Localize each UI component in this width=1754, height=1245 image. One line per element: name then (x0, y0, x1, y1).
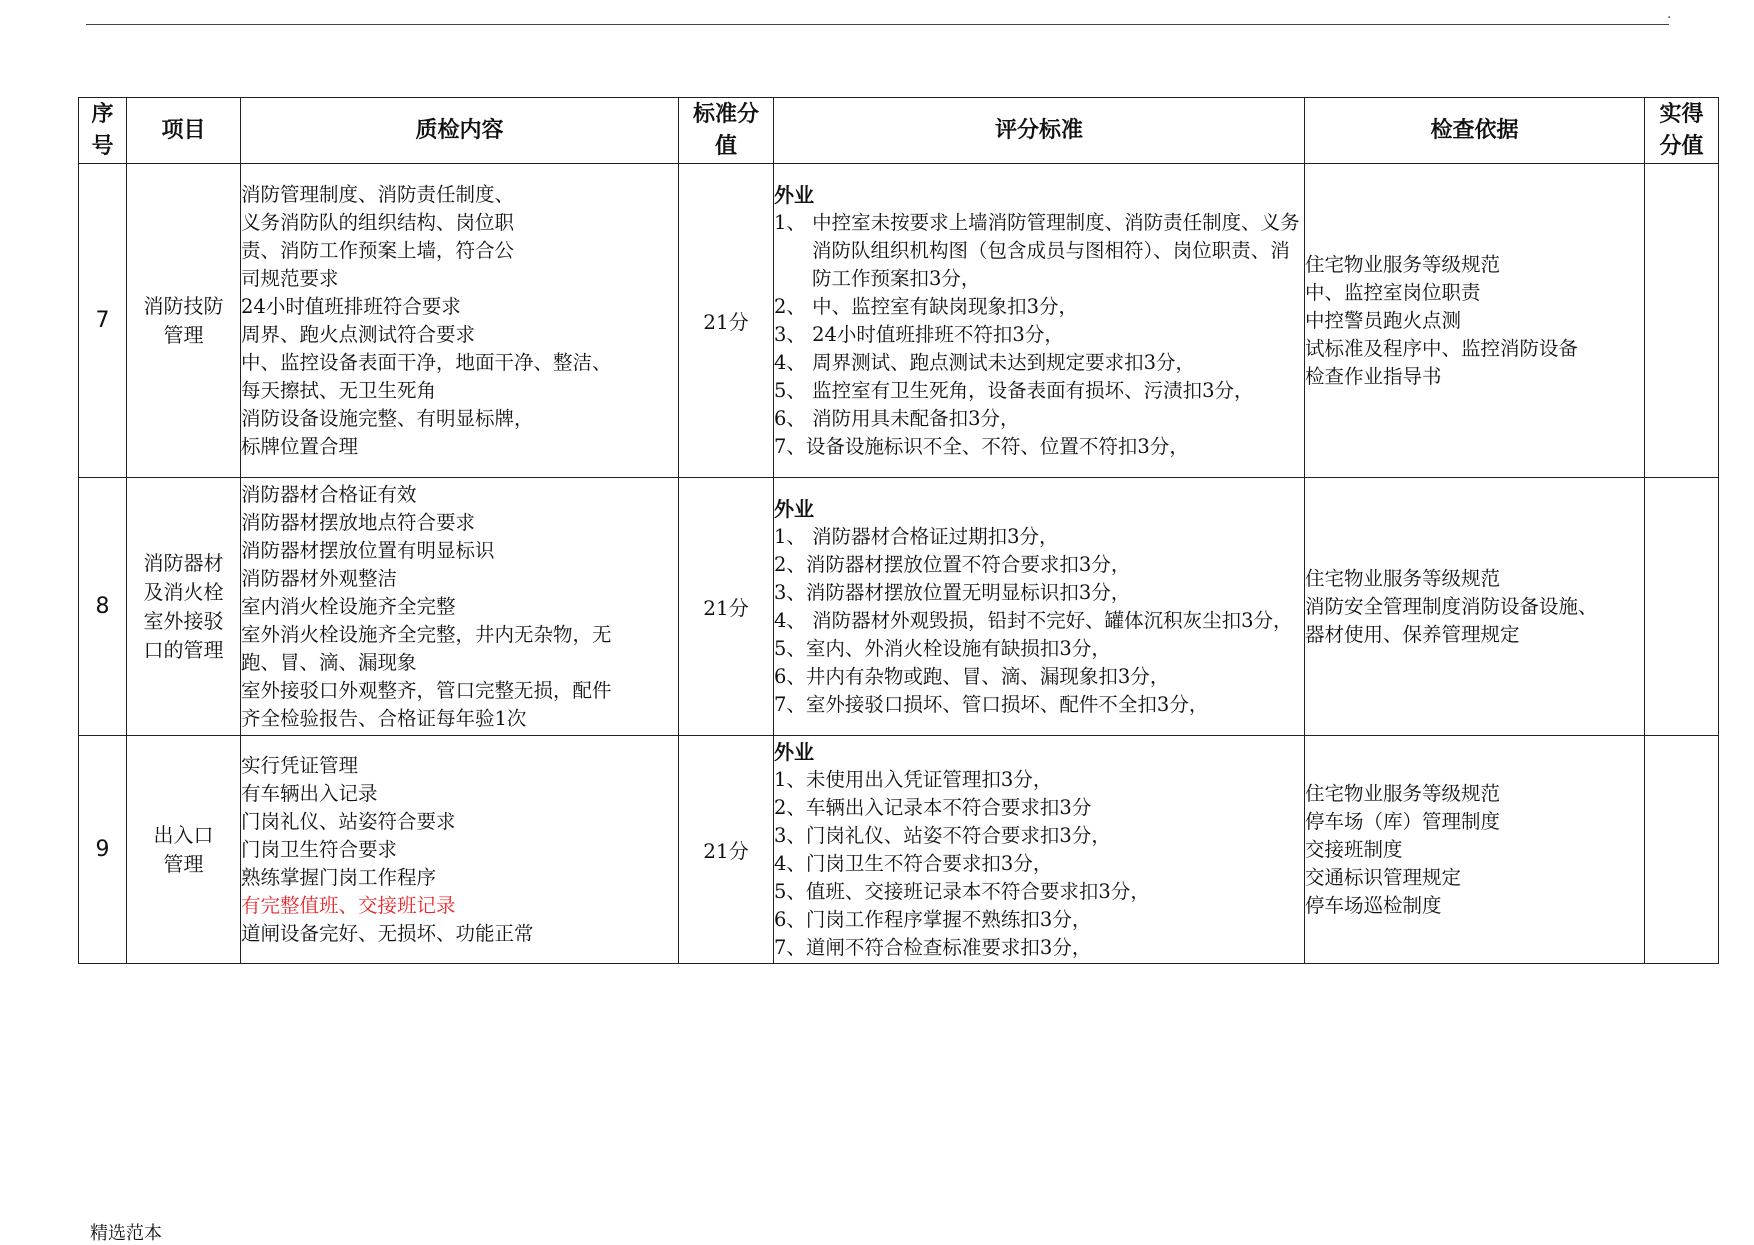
criteria-item: 4、门岗卫生不符合要求扣3分， (774, 851, 1053, 875)
content-line: 消防设备设施完整、有明显标牌， (241, 406, 534, 430)
row-content (241, 478, 679, 736)
basis-line: 停车场（库）管理制度 (1305, 809, 1501, 833)
criteria-item: 2、 中、监控室有缺岗现象扣3分， (774, 294, 1079, 318)
content-line: 实行凭证管理 (241, 753, 359, 777)
basis-line: 中控警员跑火点测 (1305, 308, 1462, 332)
row-standard-score: 21分 (679, 164, 774, 478)
project-line: 口的管理 (143, 637, 224, 662)
row-criteria (774, 478, 1305, 736)
header-no: 序号 (79, 98, 127, 164)
criteria-item: 3、消防器材摆放位置无明显标识扣3分， (774, 580, 1131, 604)
content-line: 24小时值班排班符合要求 (241, 294, 461, 318)
criteria-heading: 外业 (774, 182, 814, 207)
row-criteria (774, 736, 1305, 964)
basis-line: 器材使用、保养管理规定 (1305, 622, 1520, 646)
criteria-item: 4、 消防器材外观毁损，铅封不完好、罐体沉积灰尘扣3分， (774, 608, 1293, 632)
basis-line: 交通标识管理规定 (1305, 865, 1462, 889)
content-line: 周界、跑火点测试符合要求 (241, 322, 476, 346)
criteria-item: 5、 监控室有卫生死角，设备表面有损坏、污渍扣3分， (774, 378, 1254, 402)
content-line: 门岗卫生符合要求 (241, 837, 398, 861)
header-score: 标准分值 (679, 98, 774, 164)
row-criteria (774, 164, 1305, 478)
criteria-item: 2、车辆出入记录本不符合要求扣3分 (774, 795, 1092, 819)
criteria-heading: 外业 (774, 496, 814, 521)
content-line: 消防器材外观整洁 (241, 566, 398, 590)
header-rule (86, 24, 1669, 25)
row-standard-score: 21分 (679, 478, 774, 736)
footer-label: 精选范本 (90, 1223, 162, 1244)
row-actual-score (1645, 736, 1719, 964)
project-line: 消防技防 (143, 293, 224, 318)
content-line: 门岗礼仪、站姿符合要求 (241, 809, 456, 833)
content-line: 消防器材摆放位置有明显标识 (241, 538, 495, 562)
project-line: 管理 (163, 851, 204, 876)
row-number: 8 (79, 478, 127, 736)
criteria-item: 1、 中控室未按要求上墙消防管理制度、消防责任制度、义务消防队组织机构图（包含成员与图相符）、岗位职责、消防工作预案扣3分， (774, 210, 1300, 290)
content-line: 齐全检验报告、合格证每年验1次 (241, 706, 527, 730)
project-line: 室外接驳 (143, 608, 224, 633)
criteria-item: 5、值班、交接班记录本不符合要求扣3分， (774, 879, 1150, 903)
criteria-item: 7、室外接驳口损坏、管口损坏、配件不全扣3分， (774, 692, 1209, 716)
row-actual-score (1645, 164, 1719, 478)
row-number: 7 (79, 164, 127, 478)
row-basis (1305, 478, 1645, 736)
basis-line: 住宅物业服务等级规范 (1305, 781, 1501, 805)
header-basis: 检查依据 (1305, 98, 1645, 164)
basis-line: 试标准及程序中、监控消防设备 (1305, 336, 1579, 360)
basis-line: 交接班制度 (1305, 837, 1403, 861)
content-line: 每天擦拭、无卫生死角 (241, 378, 437, 402)
criteria-item: 6、门岗工作程序掌握不熟练扣3分， (774, 907, 1092, 931)
content-line: 有完整值班、交接班记录 (241, 893, 456, 917)
content-line: 消防器材合格证有效 (241, 482, 417, 506)
row-project (127, 736, 241, 964)
content-line: 标牌位置合理 (241, 434, 359, 458)
project-line: 管理 (163, 322, 204, 347)
header-content: 质检内容 (241, 98, 679, 164)
criteria-heading: 外业 (774, 739, 814, 764)
table-row (79, 736, 1719, 964)
basis-line: 住宅物业服务等级规范 (1305, 252, 1501, 276)
header-actual: 实得分值 (1645, 98, 1719, 164)
content-line: 道闸设备完好、无损坏、功能正常 (241, 921, 534, 945)
criteria-item: 1、 消防器材合格证过期扣3分， (774, 524, 1059, 548)
basis-line: 停车场巡检制度 (1305, 893, 1442, 917)
criteria-item: 3、门岗礼仪、站姿不符合要求扣3分， (774, 823, 1111, 847)
header-project: 项目 (127, 98, 241, 164)
project-line: 消防器材 (143, 550, 224, 575)
project-line: 及消火栓 (143, 579, 224, 604)
quality-inspection-table (78, 97, 1719, 964)
row-actual-score (1645, 478, 1719, 736)
content-line: 室内消火栓设施齐全完整 (241, 594, 456, 618)
content-line: 义务消防队的组织结构、岗位职 (241, 210, 515, 234)
row-project (127, 478, 241, 736)
row-number: 9 (79, 736, 127, 964)
row-basis (1305, 736, 1645, 964)
content-line: 有车辆出入记录 (241, 781, 378, 805)
header-criteria: 评分标准 (774, 98, 1305, 164)
content-line: 责、消防工作预案上墙，符合公 (241, 238, 515, 262)
basis-line: 消防安全管理制度消防设备设施、 (1305, 594, 1598, 618)
content-line: 跑、冒、滴、漏现象 (241, 650, 417, 674)
criteria-item: 6、井内有杂物或跑、冒、滴、漏现象扣3分， (774, 664, 1170, 688)
table-header-row (79, 98, 1719, 164)
basis-line: 检查作业指导书 (1305, 364, 1442, 388)
basis-line: 住宅物业服务等级规范 (1305, 566, 1501, 590)
content-line: 司规范要求 (241, 266, 339, 290)
content-line: 消防管理制度、消防责任制度、 (241, 182, 515, 206)
criteria-item: 5、室内、外消火栓设施有缺损扣3分， (774, 636, 1111, 660)
criteria-item: 1、未使用出入凭证管理扣3分， (774, 767, 1053, 791)
criteria-item: 7、道闸不符合检查标准要求扣3分， (774, 935, 1092, 959)
content-line: 消防器材摆放地点符合要求 (241, 510, 476, 534)
row-basis (1305, 164, 1645, 478)
basis-line: 中、监控室岗位职责 (1305, 280, 1481, 304)
row-content (241, 736, 679, 964)
table-row (79, 164, 1719, 478)
criteria-item: 3、 24小时值班排班不符扣3分， (774, 322, 1064, 346)
content-line: 熟练掌握门岗工作程序 (241, 865, 437, 889)
header-mark: . (1667, 6, 1672, 22)
content-line: 室外接驳口外观整齐，管口完整无损，配件 (241, 678, 612, 702)
row-standard-score: 21分 (679, 736, 774, 964)
criteria-item: 6、 消防用具未配备扣3分， (774, 406, 1020, 430)
row-content (241, 164, 679, 478)
content-line: 中、监控设备表面干净，地面干净、整洁、 (241, 350, 612, 374)
criteria-item: 4、 周界测试、跑点测试未达到规定要求扣3分， (774, 350, 1196, 374)
criteria-item: 2、消防器材摆放位置不符合要求扣3分， (774, 552, 1131, 576)
content-line: 室外消火栓设施齐全完整，井内无杂物，无 (241, 622, 612, 646)
row-project (127, 164, 241, 478)
project-line: 出入口 (153, 822, 214, 847)
table-row (79, 478, 1719, 736)
criteria-item: 7、设备设施标识不全、不符、位置不符扣3分， (774, 434, 1189, 458)
